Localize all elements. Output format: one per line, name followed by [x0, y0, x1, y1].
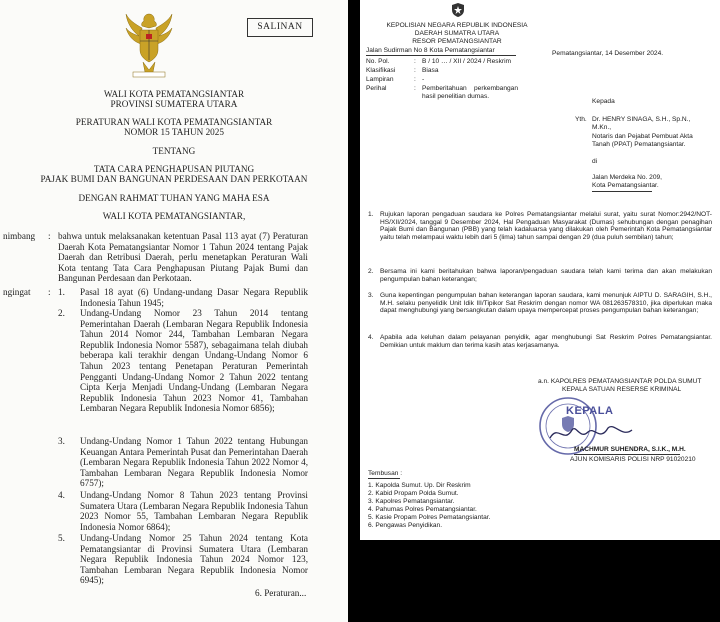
item-number: 3. — [58, 436, 65, 446]
point-number: 3. — [368, 292, 374, 299]
item-text: Undang-Undang Nomor 8 Tahun 2023 tentang Provinsi Sumatera Utara (Lembaran Negara Republik Indonesia Tahun 2023 Nomor 55, Tambahan Lembaran Negara Republik Indonesia Nomor 6864); — [80, 490, 308, 532]
point-number: 2. — [368, 268, 374, 275]
mengingat-colon: : — [48, 287, 51, 297]
meta-value: - — [422, 76, 425, 83]
header-line-1: WALI KOTA PEMATANGSIANTAR — [103, 89, 245, 99]
meta-value: Biasa — [422, 67, 439, 74]
salinan-stamp: SALINAN — [247, 18, 313, 37]
meta-label: Perihal — [366, 85, 387, 92]
tembusan-item: 4. Pahumas Polres Pematangsiantar. — [368, 506, 477, 513]
signatory-rank: AJUN KOMISARIS POLISI NRP 91020210 — [570, 456, 696, 463]
meta-colon: : — [414, 76, 416, 83]
black-region — [360, 540, 720, 622]
place-date: Pematangsiantar, 14 Desember 2024. — [552, 50, 664, 57]
point-number: 4. — [368, 334, 374, 341]
point-number: 1. — [368, 211, 374, 218]
item-text: Pasal 18 ayat (6) Undang-undang Dasar Negara Republik Indonesia Tahun 1945; — [80, 287, 308, 308]
meta-value: Pemberitahuan perkembangan hasil penelitian dumas. — [422, 85, 518, 100]
left-document-page — [0, 0, 348, 622]
signatory-rule — [574, 454, 680, 455]
menimbang-text: bahwa untuk melaksanakan ketentuan Pasal 113 ayat (7) Peraturan Daerah Kota Pematangsiantar Nomor 1 Tahun 2024 tentang Pajak Daerah dan Retribusi Daerah, perlu menetapkan Peraturan Wali Kota tentang Tata Cara Penghapusan Piutang Pajak Bumi dan Bangunan Perdesaan dan Perkotaan. — [58, 231, 308, 284]
org-line-1: KEPOLISIAN NEGARA REPUBLIK INDONESIA — [386, 22, 528, 29]
tembusan-item: 6. Pengawas Penyidikan. — [368, 522, 443, 529]
meta-label: Lampiran — [366, 76, 394, 83]
tembusan-item: 1. Kapolda Sumut. Up. Dir Reskrim — [368, 482, 471, 489]
item-number: 4. — [58, 490, 65, 500]
item-text: Undang-Undang Nomor 1 Tahun 2022 tentang Hubungan Keuangan Antara Pemerintah Pusat dan Pemerintahan Daerah (Lembaran Negara Republik Indonesia Tahun 2022 Nomor 4, Tambahan Lembaran Negara Republik Indonesia Nomor 6757); — [80, 436, 308, 489]
tembusan-item: 5. Kasie Propam Polres Pematangsiantar. — [368, 514, 491, 521]
recipient-line: Dr. HENRY SINAGA, S.H., Sp.N., — [592, 116, 691, 123]
stamp-text: KEPALA — [566, 405, 614, 417]
grace-line: DENGAN RAHMAT TUHAN YANG MAHA ESA — [78, 193, 270, 203]
tembusan-item: 2. Kabid Propam Polda Sumut. — [368, 490, 459, 497]
tembusan-label: Tembusan : — [368, 470, 403, 477]
garuda-emblem-icon — [125, 10, 173, 82]
point-text: Rujukan laporan pengaduan saudara ke Polres Pematangsiantar melalui surat, yaitu surat Nomor:2942/NOT-HS/XII/2024, tanggal 9 Desember 2024, Hal Pengaduan Masyarakat (Dumas) sehubungan dengan penagihan Pajak Bumi dan Bangunan (PBB) yang telah kadaluarsa yang dilakukan oleh Pemerintah Kota Pematangsiantar yaitu telah melampaui waktu lebih dari 5 (lima) tahun sampai dengan 29 (dua puluh sembilan) tahun; — [380, 211, 712, 241]
recipient-line: M.Kn., — [592, 124, 612, 131]
regulation-title: PERATURAN WALI KOTA PEMATANGSIANTAR — [75, 117, 273, 127]
signatory-name: MACHMUR SUHENDRA, S.I.K., M.H. — [574, 446, 686, 453]
police-emblem-icon — [450, 2, 466, 18]
org-line-2: DAERAH SUMATRA UTARA — [414, 30, 500, 37]
item-number: 2. — [58, 308, 65, 318]
menimbang-colon: : — [48, 231, 51, 241]
item-text: Undang-Undang Nomor 25 Tahun 2024 tentang Kota Pematangsiantar di Provinsi Sumatera Utara (Lembaran Negara Republik Indonesia Tahun 2024 Nomor 123, Tambahan Lembaran Negara Republik Indonesia Nomor 6945); — [80, 533, 308, 586]
point-text: Bersama ini kami beritahukan bahwa laporan/pengaduan saudara telah kami terima dan akan melakukan pengumpulan bahan keterangan; — [380, 268, 712, 283]
header-line-2: PROVINSI SUMATERA UTARA — [110, 99, 238, 109]
meta-label: Klasifikasi — [366, 67, 396, 74]
address-line: Jalan Merdeka No. 209, — [592, 174, 663, 181]
point-text: Guna kepentingan pengumpulan bahan keterangan laporan saudara, kami menunjuk AIPTU D. SARAGIH, S.H., M.H. selaku penyelidik Unit Idik III/Tipikor Sat Reskrim dengan nomor WA 081263578310, jika diperlukan maka dapat menghubungi yang bersangkutan dalam upaya mempercepat proses pengumpulan bahan keterangan; — [380, 292, 712, 315]
org-line-3: RESOR PEMATANGSIANTAR — [412, 38, 502, 45]
issuer-line: WALI KOTA PEMATANGSIANTAR, — [102, 211, 246, 221]
regulation-number: NOMOR 15 TAHUN 2025 — [124, 127, 224, 137]
right-document-page — [360, 0, 720, 622]
item-number: 5. — [58, 533, 65, 543]
meta-value: B / 10 … / XII / 2024 / Reskrim — [422, 58, 512, 65]
kepada-label: Kepada — [592, 98, 615, 105]
tembusan-rule — [368, 478, 400, 479]
recipient-line: Notaris dan Pejabat Pembuat Akta — [592, 133, 693, 140]
tembusan-item: 3. Kapolres Pematangsiantar. — [368, 498, 455, 505]
address-rule — [592, 191, 652, 192]
meta-colon: : — [414, 58, 416, 65]
signature-line-1: a.n. KAPOLRES PEMATANGSIANTAR POLDA SUMUT — [538, 378, 702, 385]
menimbang-label: nimbang — [3, 231, 36, 241]
tentang-heading: TENTANG — [152, 146, 196, 156]
item-number: 1. — [58, 287, 65, 297]
item-text: Undang-Undang Nomor 23 Tahun 2014 tentang Pemerintahan Daerah (Lembaran Negara Republik Indonesia Tahun 2014 Nomor 244, Tambahan Lembaran Negara Republik Indonesia Nomor 5587), sebagaimana telah diubah beberapa kali terakhir dengan Undang-Undang Nomor 6 Tahun 2023 tentang Penetapan Peraturan Pemerintah Pengganti Undang-Undang Nomor 2 Tahun 2022 tentang Cipta Kerja Menjadi Undang-Undang (Lembaran Negara Republik Indonesia Tahun 2023 Nomor 41, Tambahan Lembaran Negara Republik Indonesia Nomor 6856); — [80, 308, 308, 414]
address-line: Kota Pematangsiantar. — [592, 182, 659, 189]
mengingat-label: ngingat — [3, 287, 31, 297]
header-rule — [366, 55, 516, 56]
subject-line-1: TATA CARA PENGHAPUSAN PIUTANG — [93, 164, 255, 174]
continuation-marker: 6. Peraturan... — [255, 588, 307, 598]
point-text: Apabila ada keluhan dalam pelayanan penyidik, agar menghubungi Sat Reskrim Polres Pematangsiantar. Demikian untuk maklum dan terima kasih atas kerjasamanya. — [380, 334, 712, 349]
page-divider — [348, 0, 360, 622]
recipient-prefix: Yth. — [575, 116, 587, 123]
recipient-line: Tanah (PPAT) Pematangsiantar. — [592, 141, 686, 148]
subject-line-2: PAJAK BUMI DAN BANGUNAN PERDESAAN DAN PERKOTAAN — [40, 174, 308, 184]
org-address: Jalan Sudirman No 8 Kota Pematangsiantar — [366, 47, 495, 54]
signature-line-2: KEPALA SATUAN RESERSE KRIMINAL — [562, 386, 682, 393]
meta-colon: : — [414, 85, 416, 92]
di-label: di — [592, 158, 598, 165]
meta-label: No. Pol. — [366, 58, 390, 65]
meta-colon: : — [414, 67, 416, 74]
handwritten-signature-icon — [546, 420, 636, 446]
